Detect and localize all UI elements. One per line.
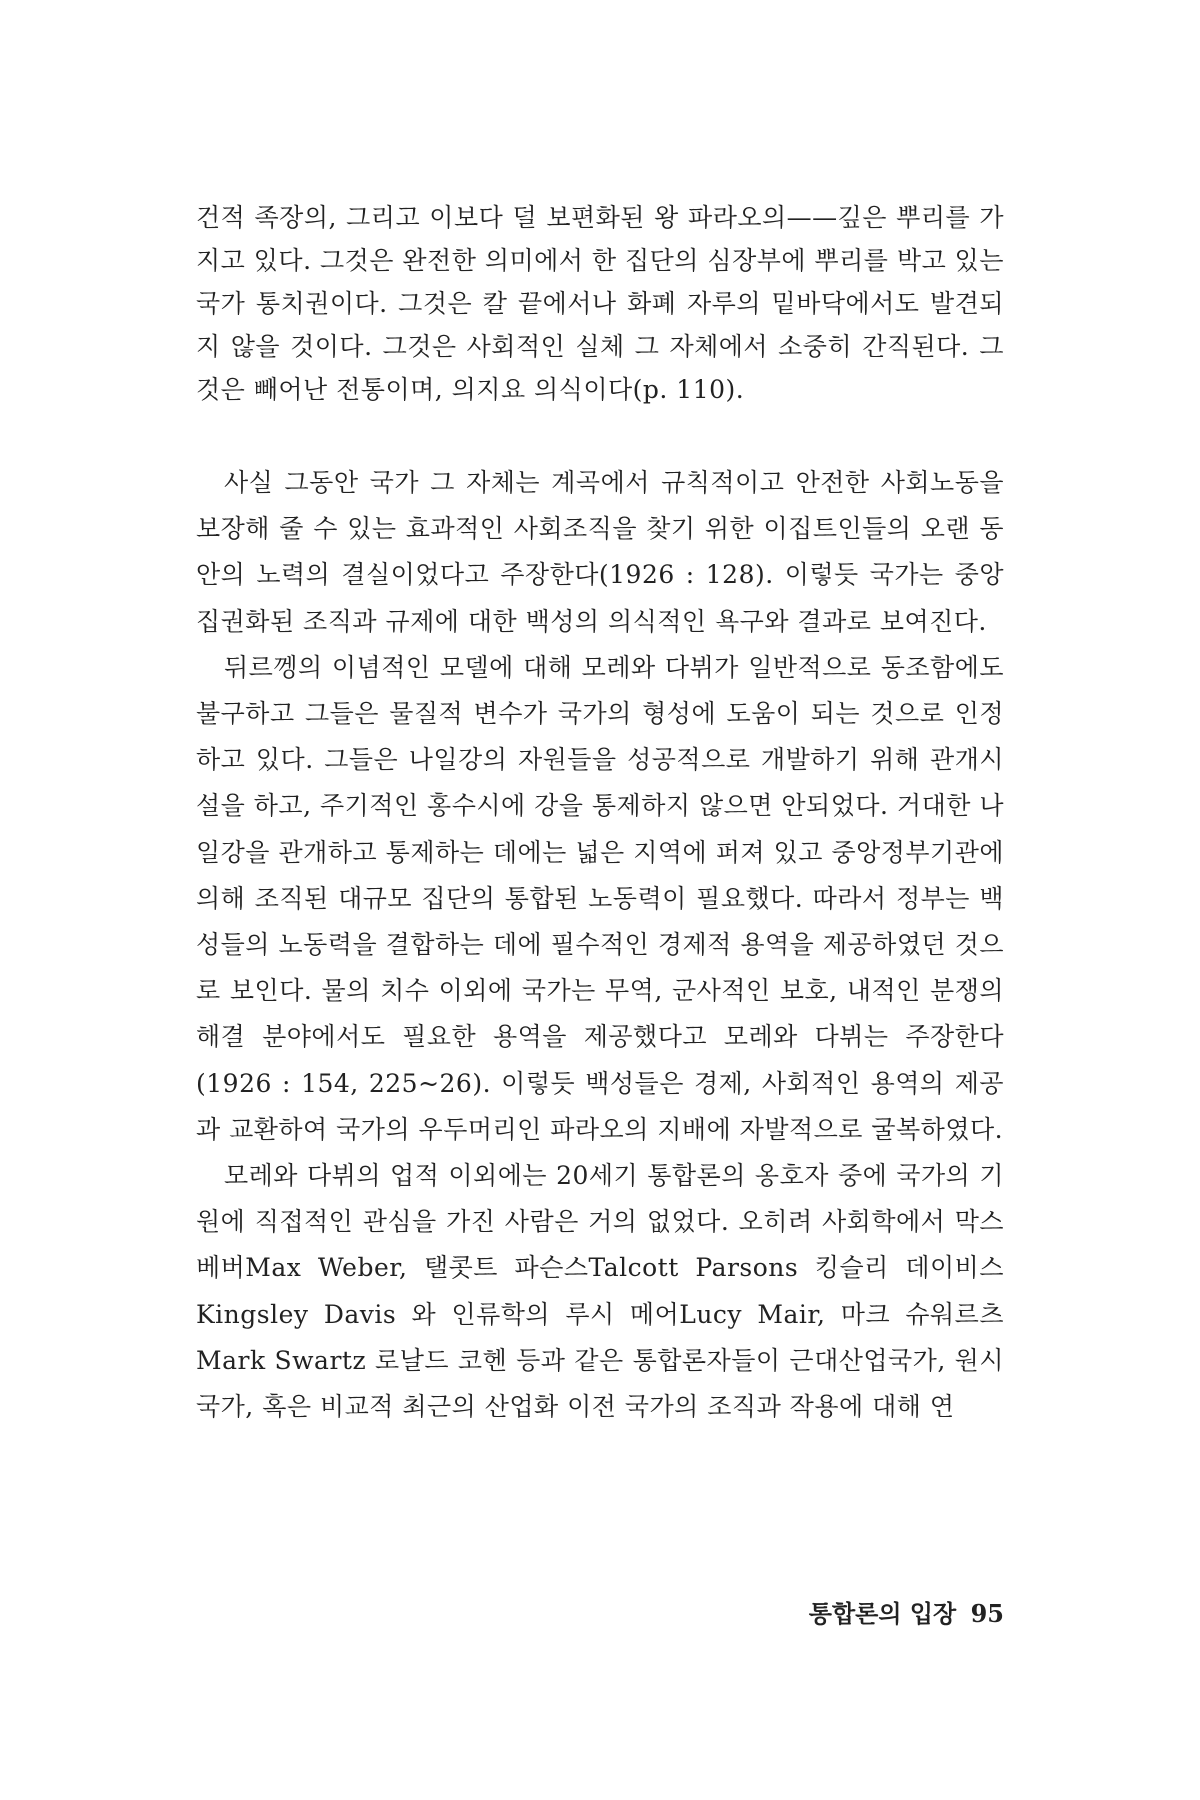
body-text xyxy=(196,460,1004,1430)
quote-paragraph: 건적 족장의, 그리고 이보다 덜 보편화된 왕 파라오의——깊은 뿌리를 가지고 있다. 그것은 완전한 의미에서 한 집단의 심장부에 뿌리를 박고 있는 국가 통치권이다. 그것은 칼 끝에서나 화폐 자루의 밑바닥에서도 발견되지 않을 것이다. 그것은 사회적인 실체 그 자체에서 소중히 간직된다. 그것은 빼어난 전통이며, 의지요 의식이다(p. 110). xyxy=(196,203,1004,404)
paragraph-3: 모레와 다뷔의 업적 이외에는 20세기 통합론의 옹호자 중에 국가의 기원에 직접적인 관심을 가진 사람은 거의 없었다. 오히려 사회학에서 막스 베버Max Weber, 탤콧트 파슨스Talcott Parsons 킹슬리 데이비스Kingsley Davis 와 인류학의 루시 메어Lucy Mair, 마크 슈워르츠Mark Swartz 로날드 코헨 등과 같은 통합론자들이 근대산업국가, 원시국가, 혹은 비교적 최근의 산업화 이전 국가의 조직과 작용에 대해 연 xyxy=(196,1161,1004,1422)
block-quote xyxy=(196,196,1004,411)
page-footer xyxy=(620,1594,1004,1629)
page-number: 95 xyxy=(970,1599,1004,1628)
running-section-title: 통합론의 입장 xyxy=(808,1599,957,1628)
paragraph-2: 뒤르껭의 이념적인 모델에 대해 모레와 다뷔가 일반적으로 동조함에도 불구하고 그들은 물질적 변수가 국가의 형성에 도움이 되는 것으로 인정하고 있다. 그들은 나일강의 자원들을 성공적으로 개발하기 위해 관개시설을 하고, 주기적인 홍수시에 강을 통제하지 않으면 안되었다. 거대한 나일강을 관개하고 통제하는 데에는 넓은 지역에 퍼져 있고 중앙정부기관에 의해 조직된 대규모 집단의 통합된 노동력이 필요했다. 따라서 정부는 백성들의 노동력을 결합하는 데에 필수적인 경제적 용역을 제공하였던 것으로 보인다. 물의 치수 이외에 국가는 무역, 군사적인 보호, 내적인 분쟁의 해결 분야에서도 필요한 용역을 제공했다고 모레와 다뷔는 주장한다(1926 : 154, 225~26). 이렇듯 백성들은 경제, 사회적인 용역의 제공과 교환하여 국가의 우두머리인 파라오의 지배에 자발적으로 굴복하였다. xyxy=(196,652,1004,1144)
paragraph-1: 사실 그동안 국가 그 자체는 계곡에서 규칙적이고 안전한 사회노동을 보장해 줄 수 있는 효과적인 사회조직을 찾기 위한 이집트인들의 오랜 동안의 노력의 결실이었다고 주장한다(1926 : 128). 이렇듯 국가는 중앙집권화된 조직과 규제에 대한 백성의 의식적인 욕구와 결과로 보여진다. xyxy=(196,468,1004,636)
